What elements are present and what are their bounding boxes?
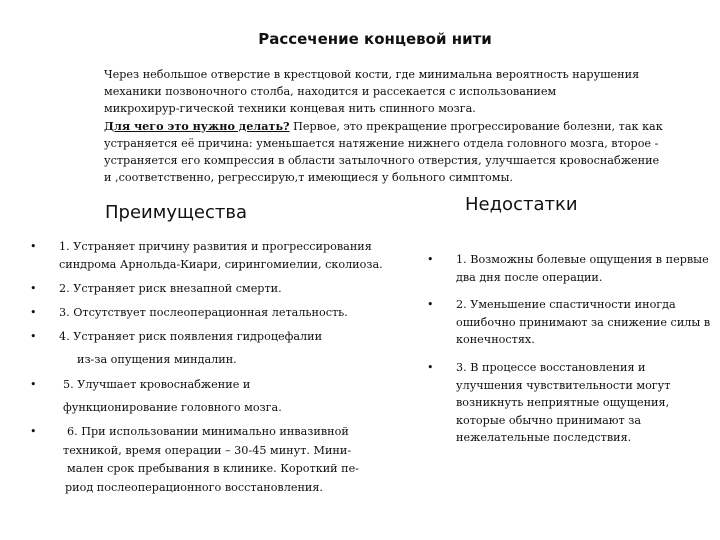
item-text: 2. Устраняет риск внезапной смерти. [59,281,282,295]
item-text: синдрома Арнольда-Киари, сирингомиелии, сколиоза. [59,257,383,271]
bullet-icon: • [30,425,37,439]
list-item [30,376,394,417]
intro-line: устраняется её причина: уменьшается натяжение нижнего отдела головного мозга, второе - [104,136,659,150]
disadvantages-list [427,251,718,457]
item-text: 1. Возможны болевые ощущения в первые [456,253,709,266]
bullet-icon: • [30,329,37,343]
item-text: 3. Отсутствует послеоперационная летальность. [59,305,348,319]
item-text: риод послеоперационного восстановления. [65,481,323,495]
bullet-icon: • [30,377,37,391]
item-text: 6. При использовании минимально инвазивной [67,425,349,439]
list-item [427,296,718,349]
list-item [30,328,394,369]
item-text: возникнуть неприятные ощущения, [456,396,670,410]
intro-line: микрохирур-гической техники концевая нить спинного мозга. [104,102,476,116]
bullet-icon: • [30,281,37,295]
item-text: нежелательные последствия. [456,431,632,445]
bullet-icon: • [427,360,434,374]
item-text: 3. В процессе восстановления и [456,360,646,374]
intro-question: Для чего это нужно делать? [104,118,290,133]
list-item [427,359,718,447]
item-text: функционирование головного мозга. [63,401,282,415]
intro-paragraph [104,66,664,186]
bullet-icon: • [30,305,37,319]
item-text: которые обычно принимают за [456,413,642,427]
disadvantages-heading: Недостатки [465,194,578,215]
intro-answer-first-line [104,118,664,135]
item-text: ошибочно принимают за снижение силы в [456,315,711,329]
list-item [427,251,718,286]
item-text: 2. Уменьшение спастичности иногда [456,298,676,312]
item-text: 1. Устраняет причину развития и прогрессирования [59,240,372,253]
bullet-icon: • [427,298,434,312]
bullet-icon: • [427,253,434,266]
advantages-heading: Преимущества [105,202,248,223]
intro-line: механики позвоночного столба, находится и рассекается с использованием [104,85,557,99]
page-title: Рассечение концевой нити [258,30,492,48]
item-text: конечностях. [456,333,535,347]
advantages-list [30,238,394,503]
bullet-icon: • [30,240,37,253]
item-text: два дня после операции. [456,270,603,284]
intro-line: и ,соответственно, регрессирую,т имеющиеся у больного симптомы. [104,171,513,185]
list-item [30,238,394,273]
item-text: 4. Устраняет риск появления гидроцефалии [59,329,323,343]
item-text: улучшения чувствительности могут [456,378,671,392]
item-text: из-за опущения миндалин. [77,353,237,367]
intro-line: устраняется его компрессия в области затылочного отверстия, улучшается кровоснабжение [104,154,660,168]
item-text: 5. Улучшает кровоснабжение и [63,377,251,391]
item-text: техникой, время операции – 30-45 минут. Мини- [63,443,352,457]
list-item [30,304,394,322]
intro-line: Через небольшое отверстие в крестцовой кости, где минимальна вероятность нарушения [104,68,640,81]
intro-answer-start: Первое, это прекращение прогрессирование болезни, так как [289,119,663,133]
list-item [30,280,394,298]
list-item [30,423,394,496]
item-text: мален срок пребывания в клинике. Короткий пе- [67,462,360,476]
